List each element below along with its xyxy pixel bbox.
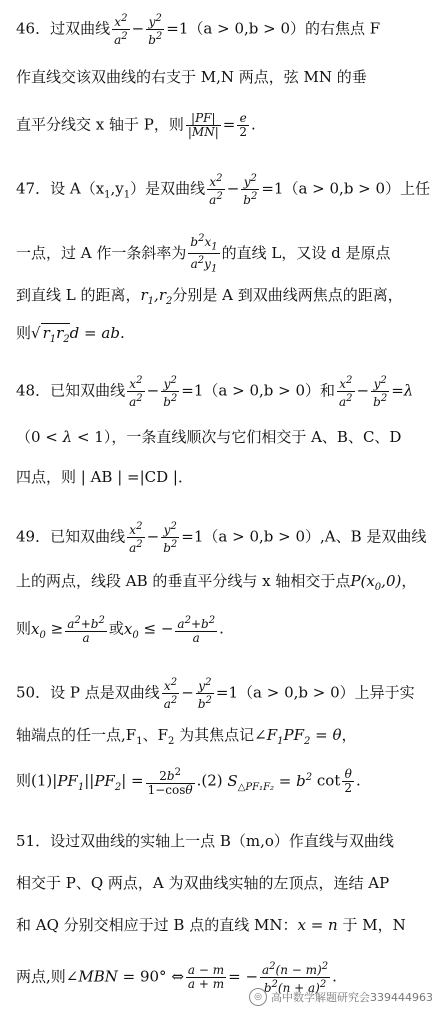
problem-47-line-2: 一点，过 A 作一条斜率为 $\frac{b^2x_1}{a^2y_1}$ 的直线 L，又设 d 是原点 — [16, 233, 391, 275]
watermark-text: 高中数学解题研究会339444963 — [271, 991, 433, 1004]
problem-51-line-2: 相交于 P、Q 两点，A 为双曲线实轴的左顶点，连结 AP — [16, 874, 390, 892]
problem-47-line-1: 47．设 $A(x_1,y_1)$是双曲线 $\frac{x^2}{a^2}$ − $\frac{y^2}{b^2}$ =1（a > 0,b > 0）上任 — [16, 173, 431, 207]
problem-49-line-3: 则$x_0$ ≥ $\frac{a^2+b^2}{a}$ 或$x_0$ ≤ − $\frac{a^2+b^2}{a}$ . — [16, 615, 224, 645]
problem-46-line-2: 作直线交该双曲线的右支于 M,N 两点，弦 MN 的垂 — [16, 68, 367, 86]
problem-50-line-3: 则$(1)|PF_1||PF_2|$ = $\frac{2b^2}{1-\cos\theta}$ .(2) $S_{\triangle PF_1F_2} = b^2$ cot $\frac{\theta}{2}$ . — [16, 767, 361, 797]
problem-47-line-3: 到直线 L 的距离，$r_1,r_2$分别是 A 到双曲线两焦点的距离， — [16, 286, 403, 307]
wechat-icon: ◎ — [249, 988, 267, 1006]
problem-46-line-1: 46．过双曲线 $\frac{x^2}{a^2}$ − $\frac{y^2}{b^2}$ =1（a > 0,b > 0）的右焦点 F — [16, 13, 381, 47]
problem-50-line-1: 50．设 P 点是双曲线 $\frac{x^2}{a^2}$ − $\frac{y^2}{b^2}$ =1（a > 0,b > 0）上异于实 — [16, 677, 415, 711]
problem-48-line-2: （0 < λ < 1），一条直线顺次与它们相交于 A、B、C、D — [16, 428, 402, 446]
problem-48-line-1: 48．已知双曲线 $\frac{x^2}{a^2}$ − $\frac{y^2}{b^2}$ =1（a > 0,b > 0）和 $\frac{x^2}{a^2}$ − $\frac{y^2}{b^2}$ =λ — [16, 375, 414, 409]
problem-51-line-4: 两点,则∠MBN = 90° ⇔ $\frac{a - m}{a + m}$ = − $\frac{a^2(n - m)^2}{b^2(n + a)^2}$ . — [16, 961, 337, 995]
watermark — [249, 988, 433, 1006]
problem-49-line-1: 49．已知双曲线 $\frac{x^2}{a^2}$ − $\frac{y^2}{b^2}$ =1（a > 0,b > 0）,A、B 是双曲线 — [16, 521, 427, 555]
problem-47-line-4: 则√ $r_1r_2d$ = ab. — [16, 324, 125, 345]
problem-49-line-2: 上的两点，线段 AB 的垂直平分线与 x 轴相交于点$P(x_0,0)$， — [16, 572, 417, 593]
problem-50-line-2: 轴端点的任一点$,F_1$、$F_2$ 为其焦点记$\angle F_1PF_2 = \theta$， — [16, 726, 357, 747]
problem-46-line-3: 直平分线交 x 轴于 P，则 $\frac{|PF|}{|MN|}$ = $\frac{e}{2}$ . — [16, 111, 256, 139]
problem-51-line-3: 和 AQ 分别交相应于过 B 点的直线 MN：x = n 于 M，N — [16, 916, 406, 934]
problem-48-line-3: 四点，则 | AB | =|CD |． — [16, 468, 193, 486]
problem-51-line-1: 51．设过双曲线的实轴上一点 B（m,o）作直线与双曲线 — [16, 832, 394, 850]
